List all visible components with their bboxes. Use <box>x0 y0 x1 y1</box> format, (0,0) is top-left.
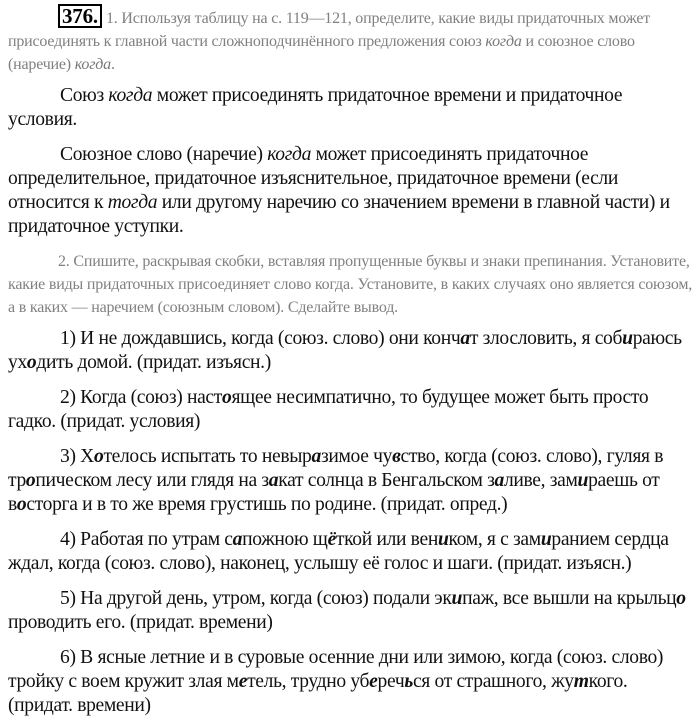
text-segment: кого. (придат. времени) <box>8 671 628 716</box>
text-segment: ткой или вен <box>335 529 438 550</box>
highlighted-letter: и <box>622 328 633 349</box>
text-segment: Союз <box>60 85 109 106</box>
italic-word: когда <box>74 56 111 73</box>
text-segment: реч <box>377 671 405 692</box>
answer-paragraph <box>8 84 694 132</box>
text-segment: раешь от в <box>8 470 660 515</box>
text-segment: кат солнца в Бенгальском з <box>278 470 495 491</box>
highlighted-letter: о <box>676 588 686 609</box>
task-2-text <box>8 250 694 319</box>
highlighted-letter: и <box>540 529 552 550</box>
text-segment: раюсь ух <box>8 328 682 373</box>
text-segment: 4) Работая по утрам с <box>60 529 233 550</box>
highlighted-letter: о <box>222 387 232 408</box>
task-1-text <box>8 4 694 76</box>
highlighted-letter: а <box>460 328 470 349</box>
text-segment: или другому наречию со значением времени в главной части) и придаточное уступки. <box>8 192 670 237</box>
text-segment: ранием сердца ждал, когда (союз. слово), наконец, услышу её голос и шаги. (придат. изъясн.) <box>8 529 669 574</box>
text-segment: паж, все вышли на крыльц <box>462 588 677 609</box>
text-segment: может присоединять придаточное определительное, придаточное изъяснительное, придаточное времени (если относится к <box>8 144 618 213</box>
text-segment: сторга и в то же время грустишь по родине. (придат. опред.) <box>26 494 508 515</box>
text-segment: зимое чу <box>320 446 393 467</box>
highlighted-letter: о <box>16 494 27 515</box>
highlighted-letter: е <box>369 671 378 692</box>
highlighted-letter: т <box>573 671 589 692</box>
highlighted-letter: а <box>268 470 279 491</box>
sentence-3 <box>8 445 694 517</box>
text-segment: телось испытать то невыр <box>103 446 312 467</box>
text-segment: тель, трудно уб <box>247 671 370 692</box>
sentence-4 <box>8 528 694 576</box>
italic-word: когда <box>108 85 153 106</box>
text-segment: 1. Используя таблицу на с. 119—121, определите, какие виды придаточных может присоединять к главной части сложноподчинённого предложения союз <box>8 10 651 50</box>
text-segment: проводить его. (придат. времени) <box>8 612 273 633</box>
text-segment: пожною щ <box>242 529 328 550</box>
text-segment: 6) В ясные летние и в суровые осенние дни или зимою, когда (союз. слово) тройку с воем кружит злая м <box>8 647 664 692</box>
text-segment: 3) Х <box>60 446 94 467</box>
text-segment: ком, я с зам <box>448 529 541 550</box>
text-segment: дить домой. (придат. изъясн.) <box>36 352 271 373</box>
highlighted-letter: а <box>494 470 504 491</box>
italic-word: когда <box>267 144 312 165</box>
highlighted-letter: в <box>392 446 401 467</box>
highlighted-letter: и <box>577 470 589 491</box>
highlighted-letter: а <box>311 446 321 467</box>
italic-word: когда <box>485 33 522 50</box>
exercise-number: 376. <box>58 4 102 28</box>
text-segment: 2. Спишите, раскрывая скобки, вставляя пропущенные буквы и знаки препинания. Установите, какие виды придаточных присоединяет слово когда. Установите, в каких случаях оно является союзом, а в каких — наречием (союзным словом). Сделайте вывод. <box>8 253 693 316</box>
highlighted-letter: и <box>451 588 463 609</box>
highlighted-letter: о <box>26 352 37 373</box>
text-segment: может присоединять придаточное времени и придаточное условия. <box>8 85 623 130</box>
text-segment: т злословить, я соб <box>469 328 623 349</box>
highlighted-letter: о <box>25 470 36 491</box>
text-segment: 2) Когда (союз) наст <box>60 387 222 408</box>
text-segment: ся от страшного, жу <box>412 671 574 692</box>
text-segment: ство, когда (союз. слово), гуляя в тр <box>8 446 664 491</box>
highlighted-letter: ь <box>404 671 413 692</box>
task-1-content <box>8 10 650 73</box>
text-segment: и союзное слово (наречие) <box>8 33 635 73</box>
text-segment: ливе, зам <box>503 470 578 491</box>
text-segment: ящее несимпатично, то будущее может быть просто гадко. (придат. условия) <box>8 387 649 432</box>
italic-word: тогда <box>107 192 158 213</box>
highlighted-letter: а <box>232 529 243 550</box>
sentence-1 <box>8 327 694 375</box>
highlighted-letter: е <box>238 671 248 692</box>
text-segment: . <box>110 56 115 73</box>
highlighted-letter: и <box>437 529 449 550</box>
highlighted-letter: о <box>93 446 104 467</box>
text-segment: 1) И не дождавшись, когда (союз. слово) они конч <box>60 328 461 349</box>
text-segment: пическом лесу или глядя на з <box>35 470 269 491</box>
sentence-6 <box>8 646 694 718</box>
sentence-5 <box>8 587 694 635</box>
text-segment: 5) На другой день, утром, когда (союз) подали эк <box>60 588 452 609</box>
sentence-2 <box>8 386 694 434</box>
text-segment: Союзное слово (наречие) <box>60 144 268 165</box>
highlighted-letter: ё <box>327 529 336 550</box>
answer-paragraph <box>8 143 694 239</box>
